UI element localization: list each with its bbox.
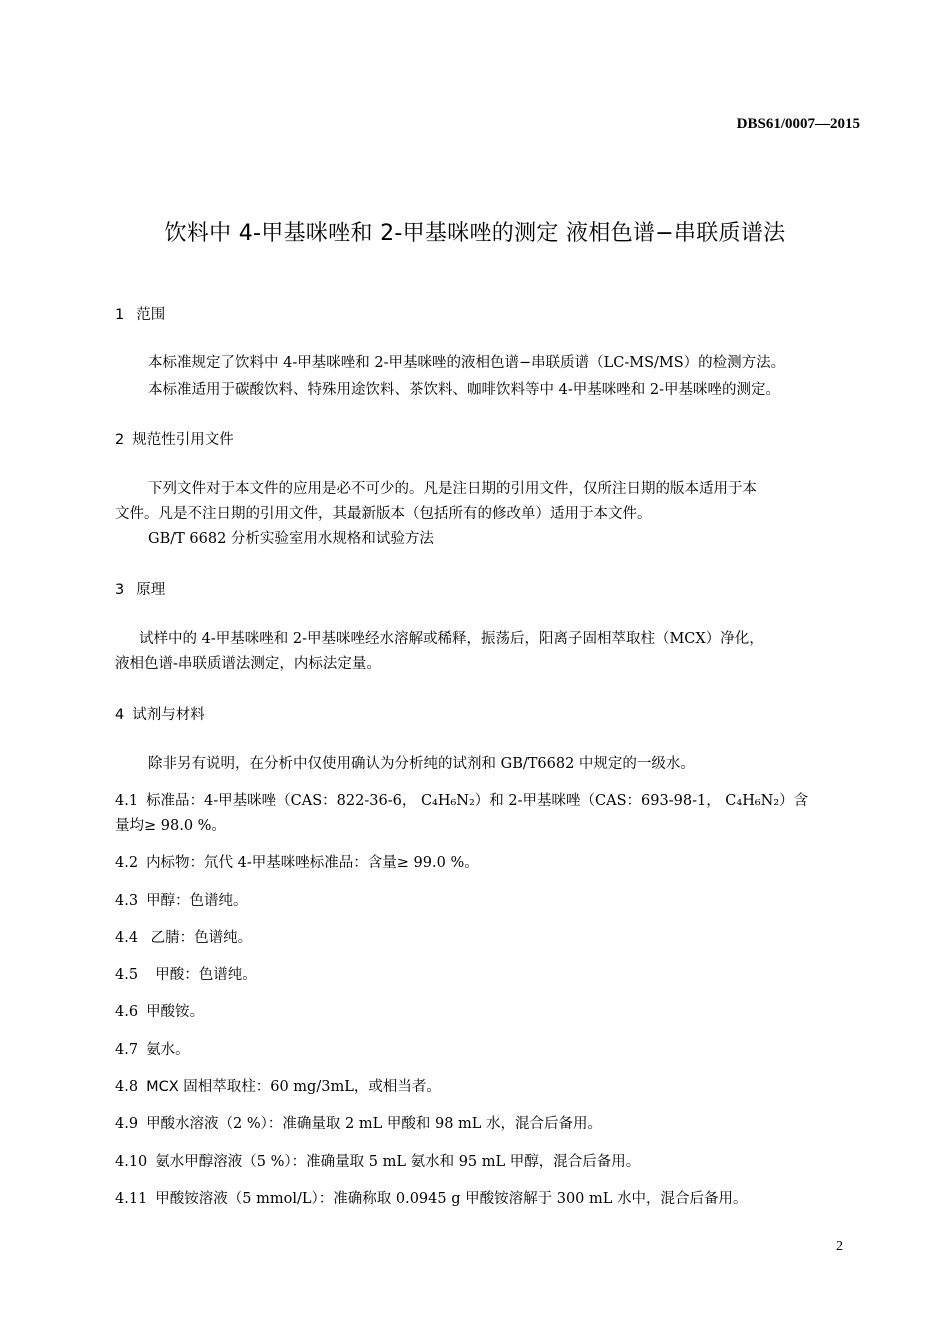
- page-number: 2: [836, 1239, 843, 1254]
- item-number: 4.9: [115, 1116, 139, 1132]
- section-4-heading: [115, 703, 205, 724]
- item-number: 4.7: [115, 1042, 139, 1058]
- item-keyword: 乙腈: [146, 930, 180, 946]
- item-text: （5 %）：准确量取 5 mL 氨水和 95 mL 甲醇，混合后备用。: [242, 1154, 641, 1170]
- item-number: 4.10: [115, 1154, 148, 1170]
- list-item: [115, 1075, 441, 1096]
- item-text: ：色谱纯。: [179, 930, 253, 946]
- item-text: ：色谱纯。: [175, 893, 248, 909]
- item-text: （5 mmol/L）：准确称取 0.0945 g 甲酸铵溶解于 300 mL 水中，混合后备用。: [227, 1191, 748, 1207]
- document-title: 饮料中 4-甲基咪唑和 2-甲基咪唑的测定 液相色谱−串联质谱法: [164, 221, 786, 246]
- paragraph: 本标准规定了饮料中 4-甲基咪唑和 2-甲基咪唑的液相色谱−串联质谱（LC-MS/MS）的检测方法。: [148, 355, 786, 371]
- item-number: 4.8: [115, 1079, 139, 1095]
- list-item: [115, 1187, 748, 1208]
- list-item: [115, 926, 252, 947]
- section-title: 原理: [136, 582, 166, 598]
- item-keyword: MCX 固相萃取柱: [146, 1079, 256, 1095]
- item-text: （2 %）：准确量取 2 mL 甲酸和 98 mL 水，混合后备用。: [218, 1116, 603, 1132]
- item-text: 。: [189, 1004, 205, 1020]
- section-number: 3: [115, 582, 125, 598]
- section-number: 4: [115, 707, 125, 723]
- list-item: [115, 789, 808, 810]
- item-text: ：氘代 4-甲基咪唑标准品：含量≥ 99.0 %。: [189, 855, 479, 871]
- paragraph: 本标准适用于碳酸饮料、特殊用途饮料、茶饮料、咖啡饮料等中 4-甲基咪唑和 2-甲基咪唑的测定。: [148, 382, 780, 398]
- item-number: 4.1: [115, 793, 139, 809]
- section-title: 规范性引用文件: [132, 432, 234, 448]
- item-keyword: 氨水甲醇溶液: [155, 1154, 243, 1170]
- list-item: [115, 889, 248, 910]
- paragraph: 试样中的 4-甲基咪唑和 2-甲基咪唑经水溶解或稀释，振荡后，阳离子固相萃取柱（MCX）净化，: [139, 631, 764, 647]
- paragraph: 液相色谱-串联质谱法测定，内标法定量。: [115, 656, 381, 672]
- section-number: 1: [115, 307, 125, 323]
- list-item: [115, 1000, 204, 1021]
- item-keyword: 甲酸: [146, 967, 185, 983]
- paragraph: 下列文件对于本文件的应用是必不可少的。凡是注日期的引用文件，仅所注日期的版本适用于本: [148, 481, 757, 497]
- list-item: [115, 1112, 602, 1133]
- item-number: 4.11: [115, 1191, 148, 1207]
- item-text: ：色谱纯。: [184, 967, 257, 983]
- item-number: 4.6: [115, 1004, 139, 1020]
- paragraph: 除非另有说明，在分析中仅使用确认为分析纯的试剂和 GB/T6682 中规定的一级水。: [148, 756, 695, 772]
- list-item: [115, 851, 479, 872]
- item-keyword: 甲酸铵: [146, 1004, 190, 1020]
- item-keyword: 标准品: [146, 793, 190, 809]
- paragraph: 文件。凡是不注日期的引用文件，其最新版本（包括所有的修改单）适用于本文件。: [115, 506, 652, 522]
- list-item: [115, 1038, 190, 1059]
- item-text: ：4-甲基咪唑（CAS：822-36-6， C₄H₆N₂）和 2-甲基咪唑（CAS：693-98-1， C₄H₆N₂）含: [189, 793, 809, 809]
- list-item: [115, 1150, 640, 1171]
- list-item: [115, 963, 257, 984]
- item-number: 4.3: [115, 893, 139, 909]
- section-2-heading: [115, 428, 234, 449]
- section-number: 2: [115, 432, 125, 448]
- item-text: ：60 mg/3mL，或相当者。: [255, 1079, 441, 1095]
- section-1-heading: [115, 303, 165, 324]
- item-number: 4.2: [115, 855, 139, 871]
- section-title: 范围: [136, 307, 166, 323]
- item-keyword: 氨水: [146, 1042, 176, 1058]
- item-keyword: 内标物: [146, 855, 190, 871]
- section-title: 试剂与材料: [132, 707, 205, 723]
- reference-item: GB/T 6682 分析实验室用水规格和试验方法: [148, 531, 434, 547]
- item-number: 4.5: [115, 967, 139, 983]
- item-keyword: 甲酸铵溶液: [155, 1191, 228, 1207]
- item-keyword: 甲酸水溶液: [146, 1116, 219, 1132]
- item-text: 。: [175, 1042, 190, 1058]
- item-number: 4.4: [115, 930, 139, 946]
- list-item-continuation: 量均≥ 98.0 %。: [115, 818, 226, 834]
- section-3-heading: [115, 578, 165, 599]
- standard-code: DBS61/0007—2015: [736, 116, 860, 132]
- item-keyword: 甲醇: [146, 893, 176, 909]
